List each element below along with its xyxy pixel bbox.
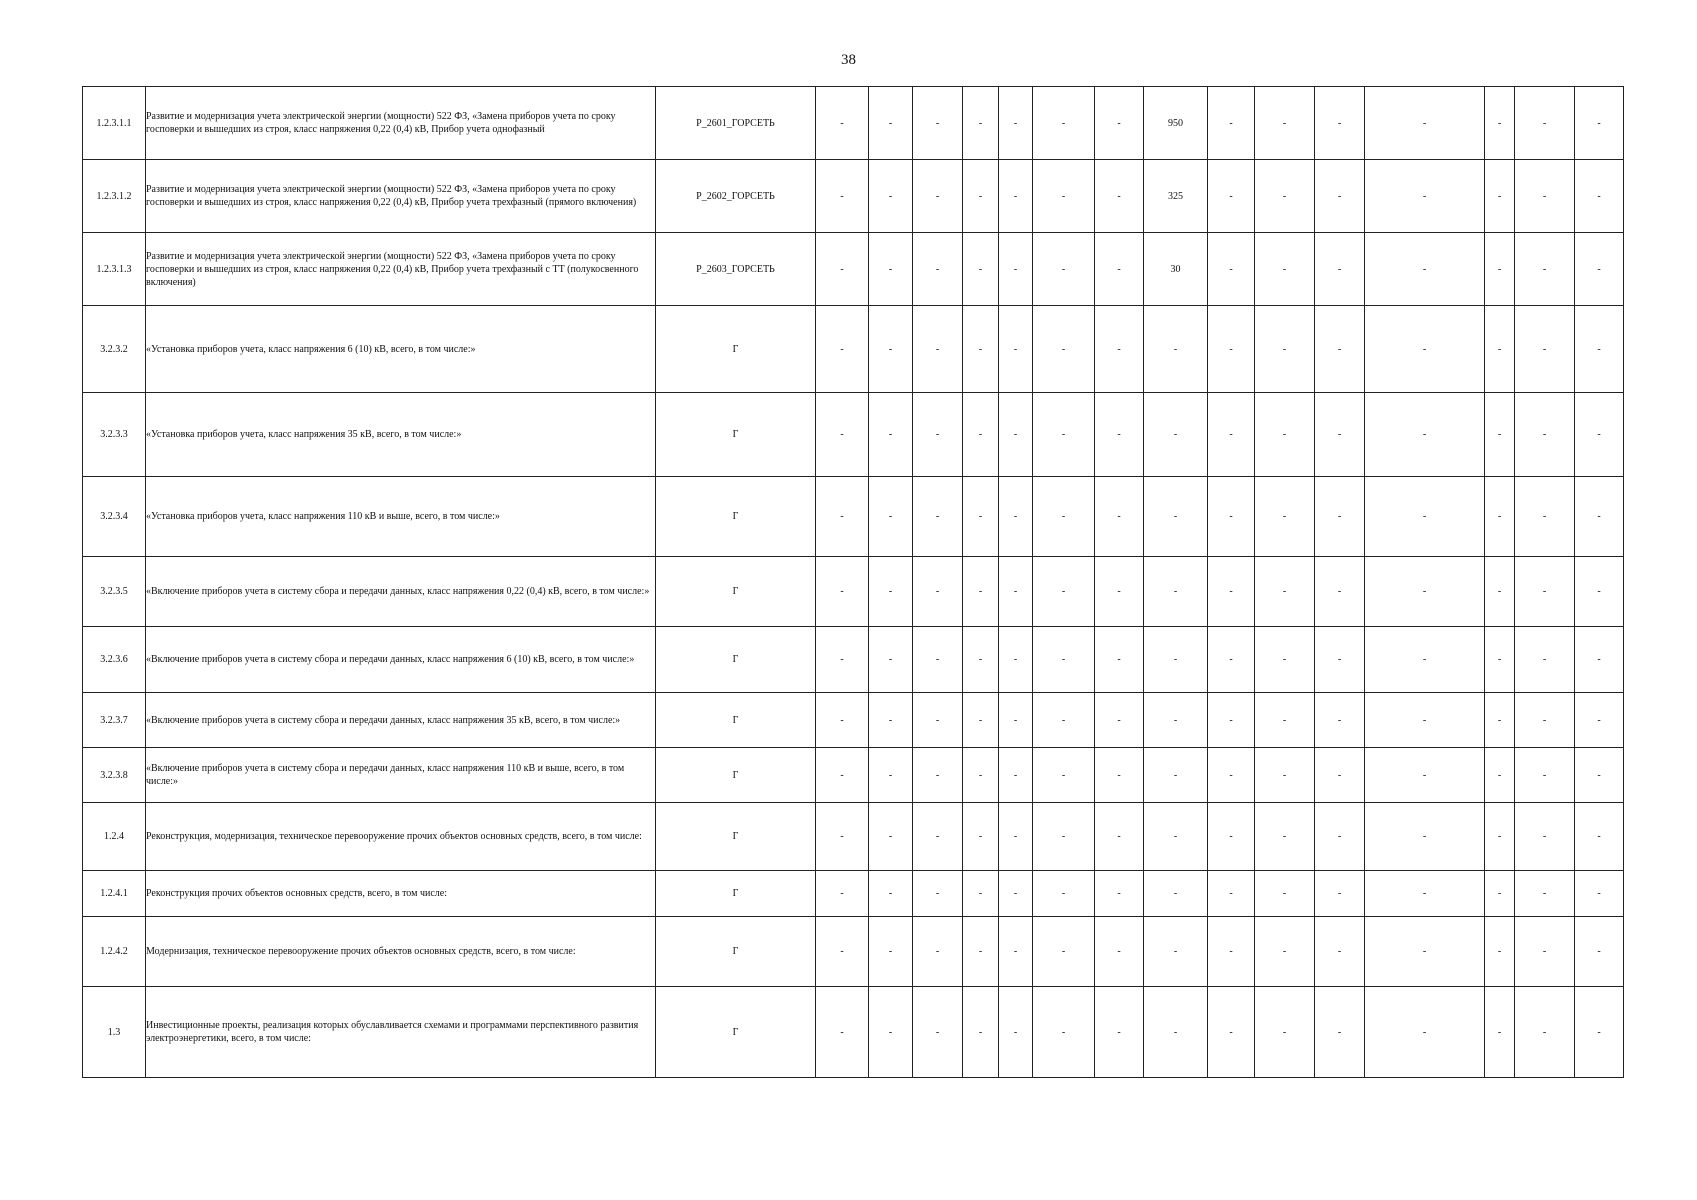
- value-cell: -: [1485, 306, 1515, 393]
- value-cell: -: [869, 803, 913, 871]
- value-cell: -: [1033, 917, 1095, 987]
- value-cell: -: [963, 987, 999, 1078]
- row-name: «Включение приборов учета в систему сбора и передачи данных, класс напряжения 0,22 (0,4) кВ, всего, в том числе:»: [146, 557, 656, 627]
- value-cell: -: [816, 306, 869, 393]
- row-name: «Включение приборов учета в систему сбора и передачи данных, класс напряжения 6 (10) кВ, всего, в том числе:»: [146, 627, 656, 693]
- value-cell: 325: [1144, 160, 1208, 233]
- value-cell: -: [1485, 693, 1515, 748]
- value-cell: -: [1575, 87, 1624, 160]
- row-code: 3.2.3.6: [83, 627, 146, 693]
- row-name: Инвестиционные проекты, реализация которых обуславливается схемами и программами перспективного развития электроэнергетики, всего, в том числе:: [146, 987, 656, 1078]
- value-cell: -: [963, 871, 999, 917]
- value-cell: -: [1144, 871, 1208, 917]
- value-cell: -: [963, 306, 999, 393]
- row-identifier: Г: [656, 306, 816, 393]
- table-row: [83, 393, 1624, 477]
- value-cell: -: [869, 557, 913, 627]
- row-identifier: Г: [656, 627, 816, 693]
- row-name: «Установка приборов учета, класс напряжения 6 (10) кВ, всего, в том числе:»: [146, 306, 656, 393]
- row-identifier: Г: [656, 748, 816, 803]
- value-cell: -: [1033, 693, 1095, 748]
- row-identifier: Г: [656, 917, 816, 987]
- value-cell: -: [1365, 987, 1485, 1078]
- value-cell: -: [999, 393, 1033, 477]
- value-cell: -: [1255, 987, 1315, 1078]
- value-cell: -: [1365, 871, 1485, 917]
- table-row: [83, 306, 1624, 393]
- row-name: «Включение приборов учета в систему сбора и передачи данных, класс напряжения 110 кВ и выше, всего, в том числе:»: [146, 748, 656, 803]
- value-cell: -: [1095, 87, 1144, 160]
- value-cell: -: [1575, 987, 1624, 1078]
- value-cell: -: [816, 917, 869, 987]
- row-code: 3.2.3.7: [83, 693, 146, 748]
- row-identifier: Г: [656, 871, 816, 917]
- page-number: 38: [841, 52, 856, 68]
- value-cell: -: [869, 393, 913, 477]
- value-cell: -: [999, 871, 1033, 917]
- row-code: 1.2.3.1.3: [83, 233, 146, 306]
- value-cell: -: [1208, 160, 1255, 233]
- value-cell: -: [1255, 557, 1315, 627]
- value-cell: -: [1095, 917, 1144, 987]
- value-cell: -: [816, 233, 869, 306]
- value-cell: -: [963, 87, 999, 160]
- row-name: Развитие и модернизация учета электрической энергии (мощности) 522 ФЗ, «Замена приборов учета по сроку госповерки и вышедших из строя, класс напряжения 0,22 (0,4) кВ, Прибор учета трехфазный (прямого включения): [146, 160, 656, 233]
- value-cell: -: [1485, 917, 1515, 987]
- value-cell: -: [1575, 803, 1624, 871]
- value-cell: -: [963, 557, 999, 627]
- value-cell: -: [816, 803, 869, 871]
- value-cell: -: [816, 693, 869, 748]
- value-cell: -: [999, 987, 1033, 1078]
- value-cell: -: [1515, 627, 1575, 693]
- value-cell: -: [963, 393, 999, 477]
- value-cell: -: [1208, 87, 1255, 160]
- value-cell: -: [1144, 477, 1208, 557]
- value-cell: -: [913, 393, 963, 477]
- value-cell: -: [816, 748, 869, 803]
- value-cell: -: [1095, 160, 1144, 233]
- value-cell: -: [1515, 748, 1575, 803]
- value-cell: -: [913, 917, 963, 987]
- value-cell: -: [963, 748, 999, 803]
- value-cell: -: [1515, 477, 1575, 557]
- value-cell: -: [1255, 160, 1315, 233]
- row-identifier: P_2603_ГОРСЕТЬ: [656, 233, 816, 306]
- value-cell: -: [1255, 233, 1315, 306]
- value-cell: -: [913, 477, 963, 557]
- value-cell: -: [1208, 233, 1255, 306]
- value-cell: -: [869, 627, 913, 693]
- value-cell: -: [1485, 557, 1515, 627]
- value-cell: -: [869, 871, 913, 917]
- row-identifier: Г: [656, 803, 816, 871]
- value-cell: -: [963, 160, 999, 233]
- value-cell: -: [1365, 803, 1485, 871]
- value-cell: -: [1033, 557, 1095, 627]
- row-identifier: Г: [656, 557, 816, 627]
- row-code: 1.2.4.2: [83, 917, 146, 987]
- value-cell: -: [1485, 871, 1515, 917]
- value-cell: -: [1575, 748, 1624, 803]
- value-cell: -: [1515, 917, 1575, 987]
- value-cell: -: [1315, 627, 1365, 693]
- value-cell: -: [1095, 693, 1144, 748]
- row-code: 1.2.4.1: [83, 871, 146, 917]
- value-cell: -: [1575, 160, 1624, 233]
- value-cell: -: [1575, 627, 1624, 693]
- value-cell: -: [816, 160, 869, 233]
- value-cell: -: [1208, 748, 1255, 803]
- row-identifier: P_2601_ГОРСЕТЬ: [656, 87, 816, 160]
- value-cell: -: [1095, 803, 1144, 871]
- value-cell: -: [999, 87, 1033, 160]
- value-cell: -: [1315, 87, 1365, 160]
- value-cell: -: [1144, 306, 1208, 393]
- value-cell: -: [1365, 557, 1485, 627]
- value-cell: -: [1255, 917, 1315, 987]
- investment-table: [82, 86, 1624, 1078]
- row-code: 3.2.3.4: [83, 477, 146, 557]
- value-cell: -: [1365, 627, 1485, 693]
- value-cell: -: [1144, 917, 1208, 987]
- value-cell: -: [913, 693, 963, 748]
- row-name: Развитие и модернизация учета электрической энергии (мощности) 522 ФЗ, «Замена приборов учета по сроку госповерки и вышедших из строя, класс напряжения 0,22 (0,4) кВ, Прибор учета однофазный: [146, 87, 656, 160]
- value-cell: -: [869, 917, 913, 987]
- row-name: Развитие и модернизация учета электрической энергии (мощности) 522 ФЗ, «Замена приборов учета по сроку госповерки и вышедших из строя, класс напряжения 0,22 (0,4) кВ, Прибор учета трехфазный с ТТ (полукосвенного включения): [146, 233, 656, 306]
- value-cell: -: [1485, 803, 1515, 871]
- value-cell: -: [1575, 693, 1624, 748]
- row-code: 1.2.3.1.1: [83, 87, 146, 160]
- value-cell: -: [913, 306, 963, 393]
- value-cell: -: [816, 557, 869, 627]
- value-cell: -: [1365, 917, 1485, 987]
- table-row: [83, 871, 1624, 917]
- row-identifier: Г: [656, 987, 816, 1078]
- value-cell: -: [1365, 233, 1485, 306]
- value-cell: -: [999, 233, 1033, 306]
- value-cell: -: [1515, 233, 1575, 306]
- value-cell: -: [1365, 748, 1485, 803]
- value-cell: -: [1575, 871, 1624, 917]
- value-cell: -: [913, 557, 963, 627]
- value-cell: -: [1485, 627, 1515, 693]
- value-cell: -: [1575, 917, 1624, 987]
- value-cell: -: [1315, 871, 1365, 917]
- value-cell: -: [869, 693, 913, 748]
- value-cell: -: [1255, 748, 1315, 803]
- value-cell: -: [1315, 748, 1365, 803]
- value-cell: -: [1575, 477, 1624, 557]
- value-cell: -: [1485, 160, 1515, 233]
- value-cell: -: [999, 748, 1033, 803]
- table-row: [83, 693, 1624, 748]
- value-cell: -: [999, 803, 1033, 871]
- value-cell: -: [913, 803, 963, 871]
- value-cell: -: [1033, 160, 1095, 233]
- value-cell: -: [816, 87, 869, 160]
- row-code: 3.2.3.3: [83, 393, 146, 477]
- table-row: [83, 160, 1624, 233]
- table-row: [83, 627, 1624, 693]
- table-row: [83, 87, 1624, 160]
- row-name: Модернизация, техническое перевооружение прочих объектов основных средств, всего, в том числе:: [146, 917, 656, 987]
- value-cell: -: [999, 477, 1033, 557]
- value-cell: -: [963, 693, 999, 748]
- value-cell: -: [1144, 393, 1208, 477]
- value-cell: -: [1255, 87, 1315, 160]
- value-cell: -: [963, 477, 999, 557]
- value-cell: -: [1095, 233, 1144, 306]
- value-cell: -: [1485, 748, 1515, 803]
- value-cell: -: [963, 233, 999, 306]
- value-cell: -: [1095, 557, 1144, 627]
- value-cell: -: [1575, 557, 1624, 627]
- value-cell: -: [1515, 803, 1575, 871]
- value-cell: -: [1315, 557, 1365, 627]
- value-cell: -: [1485, 233, 1515, 306]
- value-cell: -: [963, 627, 999, 693]
- value-cell: -: [816, 987, 869, 1078]
- value-cell: -: [869, 87, 913, 160]
- value-cell: -: [1033, 871, 1095, 917]
- value-cell: -: [869, 160, 913, 233]
- value-cell: -: [1144, 557, 1208, 627]
- value-cell: -: [913, 160, 963, 233]
- value-cell: -: [1515, 987, 1575, 1078]
- value-cell: -: [913, 748, 963, 803]
- value-cell: -: [1144, 803, 1208, 871]
- value-cell: -: [1365, 306, 1485, 393]
- value-cell: -: [1208, 987, 1255, 1078]
- table-row: [83, 803, 1624, 871]
- value-cell: -: [1033, 393, 1095, 477]
- value-cell: -: [999, 693, 1033, 748]
- value-cell: -: [1208, 557, 1255, 627]
- value-cell: -: [869, 477, 913, 557]
- value-cell: -: [1033, 87, 1095, 160]
- value-cell: -: [1255, 871, 1315, 917]
- value-cell: -: [913, 871, 963, 917]
- value-cell: -: [999, 627, 1033, 693]
- value-cell: -: [1515, 87, 1575, 160]
- value-cell: -: [1255, 803, 1315, 871]
- value-cell: -: [1144, 693, 1208, 748]
- value-cell: -: [1515, 160, 1575, 233]
- value-cell: -: [1365, 393, 1485, 477]
- table-row: [83, 987, 1624, 1078]
- value-cell: -: [1515, 693, 1575, 748]
- value-cell: -: [1255, 627, 1315, 693]
- row-code: 1.2.3.1.2: [83, 160, 146, 233]
- value-cell: -: [1365, 477, 1485, 557]
- table-row: [83, 557, 1624, 627]
- value-cell: -: [1033, 233, 1095, 306]
- row-code: 1.2.4: [83, 803, 146, 871]
- value-cell: -: [1033, 477, 1095, 557]
- value-cell: -: [1315, 803, 1365, 871]
- value-cell: -: [1315, 306, 1365, 393]
- value-cell: -: [913, 627, 963, 693]
- value-cell: -: [1255, 693, 1315, 748]
- value-cell: -: [1315, 477, 1365, 557]
- value-cell: -: [999, 160, 1033, 233]
- value-cell: -: [1208, 917, 1255, 987]
- row-name: Реконструкция прочих объектов основных средств, всего, в том числе:: [146, 871, 656, 917]
- value-cell: 950: [1144, 87, 1208, 160]
- table-row: [83, 477, 1624, 557]
- value-cell: -: [913, 987, 963, 1078]
- row-code: 1.3: [83, 987, 146, 1078]
- row-code: 3.2.3.2: [83, 306, 146, 393]
- value-cell: -: [1575, 393, 1624, 477]
- table-row: [83, 748, 1624, 803]
- value-cell: -: [1315, 393, 1365, 477]
- row-identifier: P_2602_ГОРСЕТЬ: [656, 160, 816, 233]
- value-cell: -: [1208, 871, 1255, 917]
- table-row: [83, 233, 1624, 306]
- value-cell: -: [1315, 160, 1365, 233]
- value-cell: -: [913, 87, 963, 160]
- value-cell: -: [1315, 917, 1365, 987]
- value-cell: -: [1095, 393, 1144, 477]
- row-name: Реконструкция, модернизация, техническое перевооружение прочих объектов основных средств, всего, в том числе:: [146, 803, 656, 871]
- value-cell: -: [1315, 693, 1365, 748]
- row-identifier: Г: [656, 477, 816, 557]
- value-cell: -: [963, 917, 999, 987]
- value-cell: -: [1144, 627, 1208, 693]
- table-row: [83, 917, 1624, 987]
- value-cell: -: [1208, 477, 1255, 557]
- value-cell: -: [869, 233, 913, 306]
- value-cell: -: [1515, 557, 1575, 627]
- row-identifier: Г: [656, 393, 816, 477]
- value-cell: -: [1095, 306, 1144, 393]
- value-cell: -: [1095, 748, 1144, 803]
- value-cell: -: [1033, 803, 1095, 871]
- value-cell: -: [1515, 393, 1575, 477]
- value-cell: -: [1033, 987, 1095, 1078]
- value-cell: -: [1208, 306, 1255, 393]
- value-cell: -: [1208, 803, 1255, 871]
- value-cell: -: [1515, 871, 1575, 917]
- value-cell: -: [1095, 477, 1144, 557]
- value-cell: 30: [1144, 233, 1208, 306]
- value-cell: -: [1144, 748, 1208, 803]
- row-name: «Включение приборов учета в систему сбора и передачи данных, класс напряжения 35 кВ, всего, в том числе:»: [146, 693, 656, 748]
- value-cell: -: [1575, 233, 1624, 306]
- value-cell: -: [913, 233, 963, 306]
- value-cell: -: [1095, 871, 1144, 917]
- value-cell: -: [1208, 393, 1255, 477]
- value-cell: -: [999, 917, 1033, 987]
- value-cell: -: [1255, 306, 1315, 393]
- value-cell: -: [1365, 693, 1485, 748]
- value-cell: -: [816, 871, 869, 917]
- value-cell: -: [1315, 987, 1365, 1078]
- value-cell: -: [1033, 306, 1095, 393]
- value-cell: -: [869, 748, 913, 803]
- value-cell: -: [1033, 748, 1095, 803]
- value-cell: -: [1095, 987, 1144, 1078]
- value-cell: -: [1575, 306, 1624, 393]
- value-cell: -: [1255, 393, 1315, 477]
- value-cell: -: [816, 627, 869, 693]
- value-cell: -: [1365, 87, 1485, 160]
- row-code: 3.2.3.8: [83, 748, 146, 803]
- value-cell: -: [1365, 160, 1485, 233]
- value-cell: -: [1095, 627, 1144, 693]
- value-cell: -: [1485, 987, 1515, 1078]
- value-cell: -: [1315, 233, 1365, 306]
- value-cell: -: [1485, 393, 1515, 477]
- value-cell: -: [999, 557, 1033, 627]
- value-cell: -: [1208, 627, 1255, 693]
- row-identifier: Г: [656, 693, 816, 748]
- value-cell: -: [1208, 693, 1255, 748]
- value-cell: -: [963, 803, 999, 871]
- value-cell: -: [816, 477, 869, 557]
- value-cell: -: [869, 987, 913, 1078]
- value-cell: -: [1033, 627, 1095, 693]
- row-code: 3.2.3.5: [83, 557, 146, 627]
- value-cell: -: [1485, 87, 1515, 160]
- value-cell: -: [1515, 306, 1575, 393]
- row-name: «Установка приборов учета, класс напряжения 110 кВ и выше, всего, в том числе:»: [146, 477, 656, 557]
- value-cell: -: [1144, 987, 1208, 1078]
- value-cell: -: [999, 306, 1033, 393]
- row-name: «Установка приборов учета, класс напряжения 35 кВ, всего, в том числе:»: [146, 393, 656, 477]
- value-cell: -: [1485, 477, 1515, 557]
- value-cell: -: [869, 306, 913, 393]
- value-cell: -: [816, 393, 869, 477]
- value-cell: -: [1255, 477, 1315, 557]
